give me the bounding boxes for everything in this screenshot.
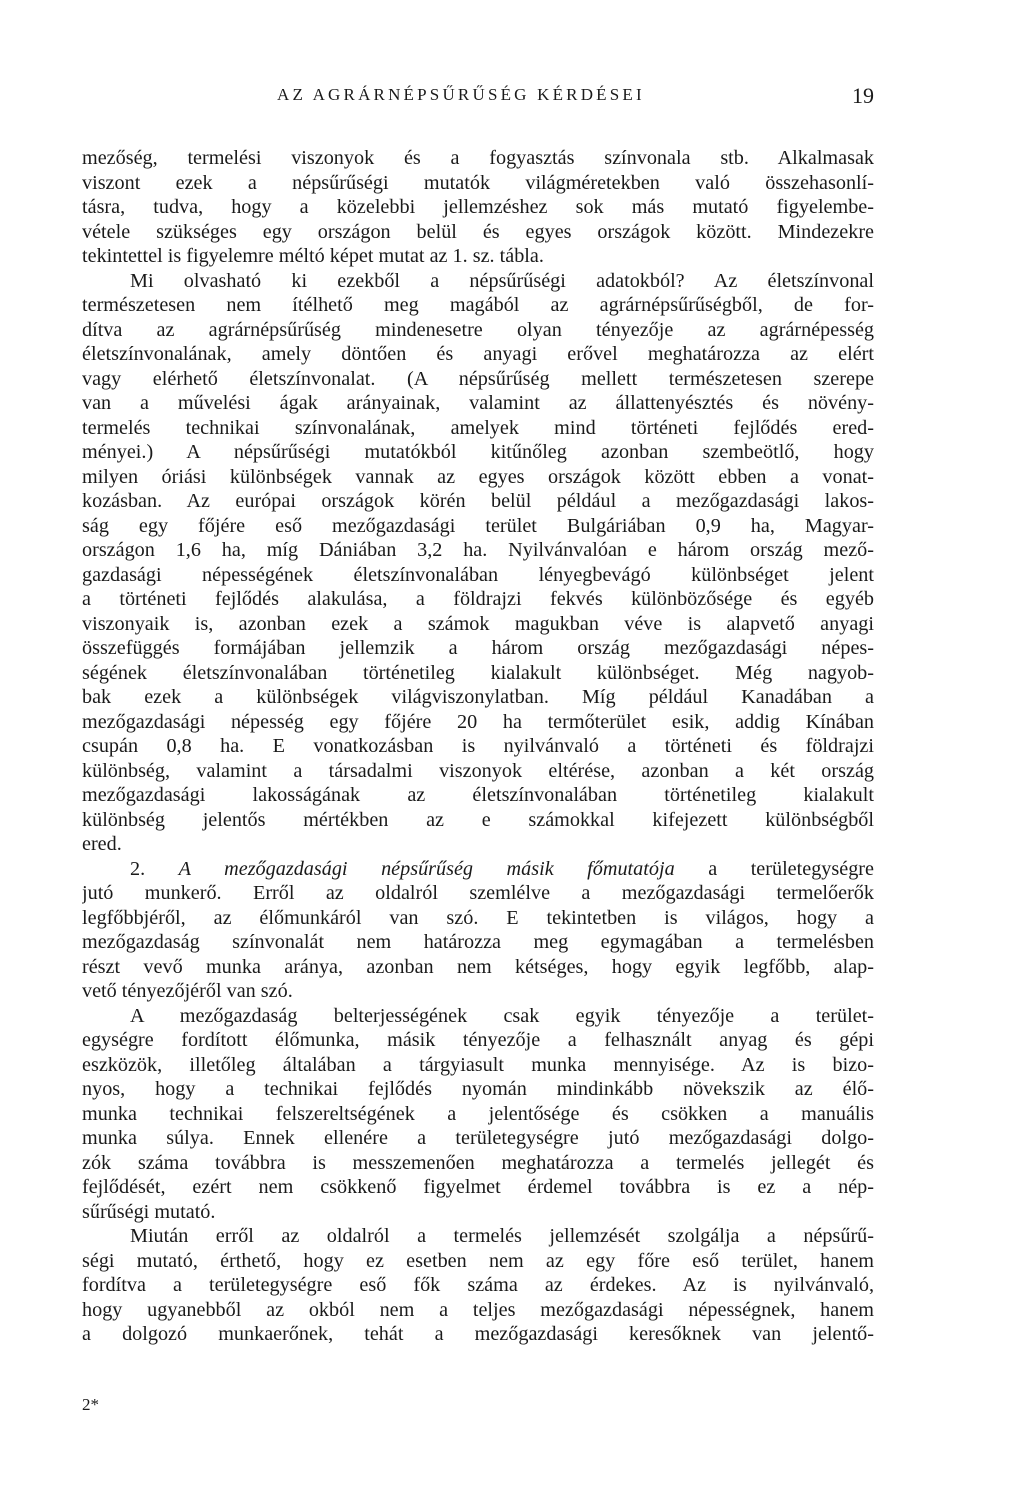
text-line: vagy elérhető életszínvonalat. (A népsűrűség mellett természetesen szerepe <box>82 367 874 390</box>
text-line: a dolgozó munkaerőnek, tehát a mezőgazdasági keresőknek van jelentő- <box>82 1323 874 1345</box>
text-line: viszonyaik is, azonban ezek a számok magukban véve is alapvető anyagi <box>82 612 874 635</box>
text-line: hogy ugyanebből az okból nem a teljes mezőgazdasági népességnek, hanem <box>82 1298 874 1321</box>
text-line: nyos, hogy a technikai fejlődés nyomán mindinkább növekszik az élő- <box>82 1078 874 1100</box>
text-line: Mi olvasható ki ezekből a népsűrűségi adatokból? Az életszínvonal <box>130 269 874 292</box>
page-header <box>82 83 874 113</box>
text-line: vető tényezőjéről van szó. <box>82 980 293 1002</box>
text-line: termelés technikai színvonalának, amelyek mind történeti fejlődés ered- <box>82 416 874 439</box>
text-line: ségi mutató, érthető, hogy ez esetben nem az egy főre eső terület, hanem <box>82 1249 874 1272</box>
text-line: egységre fordított élőmunka, másik tényezője a felhasznált anyag és gépi <box>82 1029 874 1051</box>
signature-mark: 2* <box>82 1395 99 1414</box>
text-line: mezőgazdasági népesség egy főjére 20 ha termőterület esik, addig Kínában <box>82 710 874 733</box>
text-line: tekintettel is figyelemre méltó képet mutat az 1. sz. tábla. <box>82 245 544 267</box>
running-title: AZ AGRÁRNÉPSŰRŰSÉG KÉRDÉSEI <box>277 85 645 104</box>
text-line: fejlődését, ezért nem csökkenő figyelmet érdemel továbbra is ez a nép- <box>82 1176 874 1198</box>
text-line: van a művelési ágak arányainak, valamint az állattenyésztés és növény- <box>82 392 874 414</box>
text-line: különbség, valamint a társadalmi viszonyok eltérése, azonban a két ország <box>82 759 874 782</box>
text-line: mezőgazdasági lakosságának az életszínvonalában történetileg kialakult <box>82 784 874 806</box>
text-line: milyen óriási különbségek vannak az egyes országok között ebben a vonat- <box>82 465 874 488</box>
text-line: kozásban. Az európai országok körén belül például a mezőgazdasági lakos- <box>82 490 874 512</box>
section-title: A mezőgazdasági népsűrűség másik főmutatója <box>178 857 675 880</box>
text-line: sűrűségi mutató. <box>82 1200 216 1223</box>
body-text <box>82 146 874 1347</box>
text-line: csupán 0,8 ha. E vonatkozásban is nyilvánvaló a történeti és földrajzi <box>82 735 874 757</box>
text-line: mezőség, termelési viszonyok és a fogyasztás színvonala stb. Alkalmasak <box>82 147 874 169</box>
text-line: legfőbbjéről, az élőmunkáról van szó. E tekintetben is világos, hogy a <box>82 906 874 929</box>
text-line: jutó munkerő. Erről az oldalról szemlélve a mezőgazdasági termelőerők <box>82 882 874 904</box>
text-line: dítva az agrárnépsűrűség mindenesetre olyan tényezője az agrárnépesség <box>82 318 874 341</box>
text-line: ered. <box>82 833 122 855</box>
text-line: A mezőgazdaság belterjességének csak egyik tényezője a terület- <box>130 1004 874 1027</box>
text-line: életszínvonalának, amely döntően és anyagi erővel meghatározza az elért <box>82 343 874 365</box>
text-line: különbség jelentős mértékben az e számokkal kifejezett különbségből <box>82 808 874 831</box>
text-line: gazdasági népességének életszínvonalában lényegbevágó különbséget jelent <box>82 563 874 586</box>
text-line: természetesen nem ítélhető meg magából az agrárnépsűrűségből, de for- <box>82 294 874 316</box>
text-line: ményei.) A népsűrűségi mutatókból kitűnőleg azonban szembeötlő, hogy <box>82 441 874 463</box>
text-line: Miután erről az oldalról a termelés jellemzését szolgálja a népsűrű- <box>130 1225 874 1247</box>
section-heading-line: 2. A mezőgazdasági népsűrűség másik főmutatója a területegységre <box>130 857 874 880</box>
text-line: részt vevő munka aránya, azonban nem kétséges, hogy egyik legfőbb, alap- <box>82 955 874 978</box>
page-number: 19 <box>852 83 874 108</box>
text-line: tásra, tudva, hogy a közelebbi jellemzéshez sok más mutató figyelembe- <box>82 196 874 218</box>
text-line: munka technikai felszereltségének a jelentősége és csökken a manuális <box>82 1102 874 1125</box>
text-line: mezőgazdaság színvonalát nem határozza meg egymagában a termelésben <box>82 931 874 953</box>
text-line: viszont ezek a népsűrűségi mutatók világméretekben való összehasonlí- <box>82 171 874 194</box>
text-line: bak ezek a különbségek világviszonylatban. Míg például Kanadában a <box>82 686 874 708</box>
text-line: eszközök, illetőleg általában a tárgyiasult munka mennyisége. Az is bizo- <box>82 1053 874 1076</box>
text-line: fordítva a területegységre eső fők száma az érdekes. Az is nyilvánvaló, <box>82 1274 874 1296</box>
text-line: országon 1,6 ha, míg Dániában 3,2 ha. Nyilvánvalóan e három ország mező- <box>82 539 874 561</box>
text-line: ság egy főjére eső mezőgazdasági terület Bulgáriában 0,9 ha, Magyar- <box>82 514 874 537</box>
text-line: munka súlya. Ennek ellenére a területegységre jutó mezőgazdasági dolgo- <box>82 1127 874 1149</box>
text-line: ségének életszínvonalában történetileg kialakult különbséget. Még nagyob- <box>82 661 874 684</box>
text-line: összefüggés formájában jellemzik a három ország mezőgazdasági népes- <box>82 637 874 659</box>
text-line: a történeti fejlődés alakulása, a földrajzi fekvés különbözősége és egyéb <box>82 588 874 610</box>
text-line: vétele szükséges egy országon belül és egyes országok között. Mindezekre <box>82 220 874 243</box>
text-line: zók száma továbbra is messzemenően meghatározza a termelés jellegét és <box>82 1151 874 1174</box>
